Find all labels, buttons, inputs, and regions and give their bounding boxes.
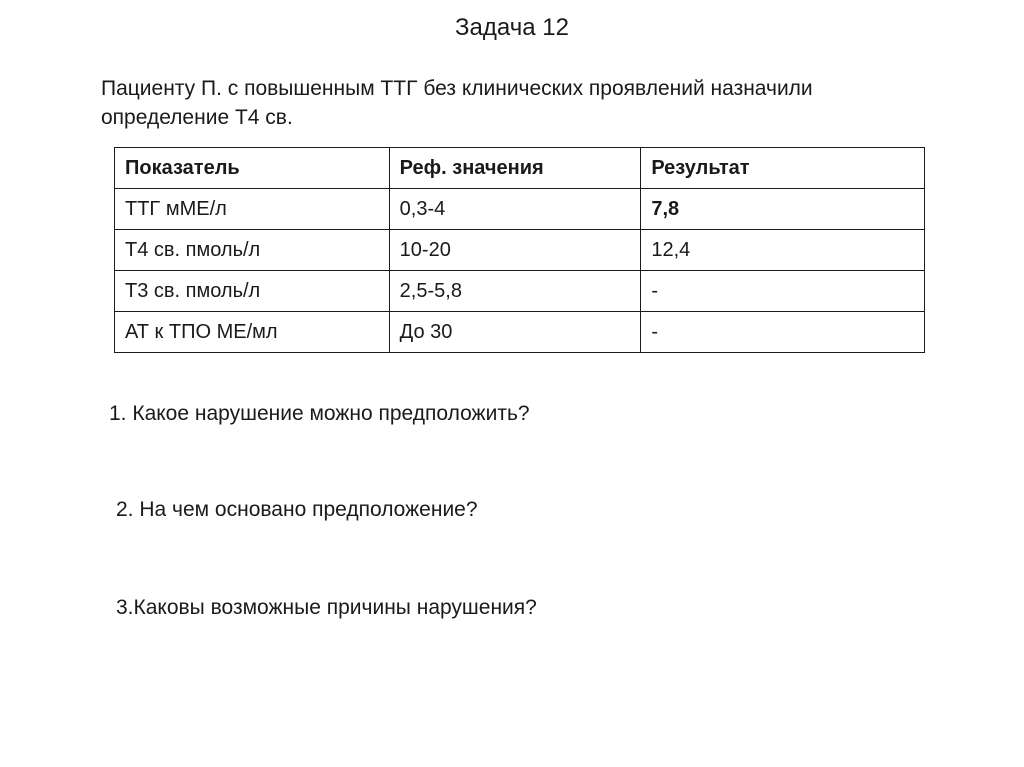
case-description-line-2: определение Т4 св. bbox=[101, 106, 293, 129]
reference-cell: 10-20 bbox=[389, 230, 641, 271]
table-row bbox=[115, 312, 925, 353]
case-description bbox=[101, 74, 921, 132]
lab-results-table bbox=[114, 147, 925, 353]
reference-cell: 0,3-4 bbox=[389, 189, 641, 230]
case-description-line-1: Пациенту П. с повышенным ТТГ без клинических проявлений назначили bbox=[101, 77, 813, 100]
result-cell: - bbox=[641, 271, 925, 312]
indicator-cell: АТ к ТПО МЕ/мл bbox=[115, 312, 390, 353]
result-cell: 7,8 bbox=[641, 189, 925, 230]
header-indicator: Показатель bbox=[115, 148, 390, 189]
header-result: Результат bbox=[641, 148, 925, 189]
table-header-row bbox=[115, 148, 925, 189]
question-3: 3.Каковы возможные причины нарушения? bbox=[116, 596, 537, 619]
slide-title: Задача 12 bbox=[455, 14, 569, 41]
result-cell: 12,4 bbox=[641, 230, 925, 271]
question-2: 2. На чем основано предположение? bbox=[116, 498, 478, 521]
indicator-cell: ТТГ мМЕ/л bbox=[115, 189, 390, 230]
indicator-cell: Т4 св. пмоль/л bbox=[115, 230, 390, 271]
table-row bbox=[115, 189, 925, 230]
question-1: 1. Какое нарушение можно предположить? bbox=[109, 402, 530, 425]
reference-cell: До 30 bbox=[389, 312, 641, 353]
table-row bbox=[115, 271, 925, 312]
reference-cell: 2,5-5,8 bbox=[389, 271, 641, 312]
header-reference: Реф. значения bbox=[389, 148, 641, 189]
table-row bbox=[115, 230, 925, 271]
result-cell: - bbox=[641, 312, 925, 353]
indicator-cell: Т3 св. пмоль/л bbox=[115, 271, 390, 312]
